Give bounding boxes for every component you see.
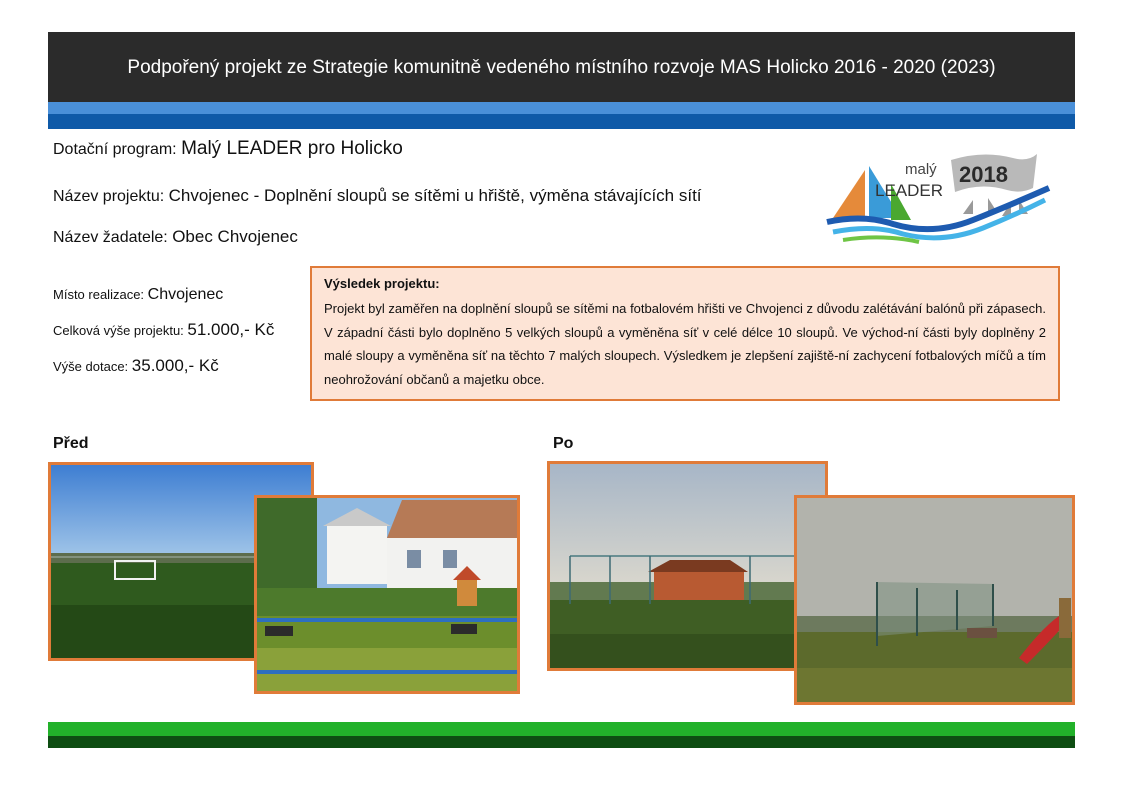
- photo-after-clubhouse: [547, 461, 828, 671]
- place-label: Místo realizace:: [53, 287, 148, 302]
- logo-sail-orange: [833, 170, 865, 218]
- logo-year: 2018: [959, 162, 1008, 187]
- logo-word-leader: LEADER: [875, 181, 944, 200]
- total-value: 51.000,- Kč: [187, 320, 275, 339]
- header-stripe-light: [48, 102, 1075, 114]
- project-value: Chvojenec - Doplnění sloupů se sítěmi u hřiště, výměna stávajících sítí: [168, 186, 702, 205]
- before-label: Před: [53, 435, 89, 452]
- page-title: Podpořený projekt ze Strategie komunitně vedeného místního rozvoje MAS Holicko 2016 - 2020 (2023): [127, 57, 996, 78]
- photo-after-fence: [794, 495, 1075, 705]
- photo-before-playground: [254, 495, 520, 694]
- logo-small-sail: [963, 200, 973, 214]
- program-line: [53, 138, 403, 160]
- logo-wave-green: [843, 237, 919, 242]
- grant-label: Výše dotace:: [53, 359, 132, 374]
- after-label: Po: [553, 435, 574, 452]
- photo-before-playground-image: [257, 498, 517, 691]
- project-label: Název projektu:: [53, 188, 169, 205]
- total-line: [53, 320, 274, 340]
- logo-graphic: [823, 148, 1055, 244]
- applicant-value: Obec Chvojenec: [172, 227, 298, 246]
- header-banner: [48, 32, 1075, 102]
- total-label: Celková výše projektu:: [53, 323, 188, 338]
- result-box: [310, 266, 1060, 401]
- program-value: Malý LEADER pro Holicko: [181, 138, 403, 159]
- footer-band-green: [48, 722, 1075, 736]
- logo-word-maly: malý: [905, 161, 937, 178]
- maly-leader-logo: [823, 148, 1055, 244]
- photo-after-clubhouse-image: [550, 464, 825, 668]
- place-value: Chvojenec: [147, 286, 224, 303]
- grant-line: [53, 356, 219, 376]
- grant-value: 35.000,- Kč: [131, 356, 219, 375]
- place-line: [53, 286, 223, 304]
- program-label: Dotační program:: [53, 141, 182, 158]
- photo-after-fence-image: [797, 498, 1072, 702]
- result-text: Projekt byl zaměřen na doplnění sloupů se sítěmi na fotbalovém hřišti ve Chvojenci z důvodu zalétávání balónů při zápasech. V západní části bylo doplněno 5 velkých sloupů a vyměněna síť v celé délce 10 sloupů. Ve východ-ní části byly doplněny 2 malé sloupy a vyměněna síť na těchto 7 malých sloupech. Výsledkem je zlepšení zajiště-ní zachycení fotbalových míčů a tím neohrožování občanů a majetku obce.: [324, 301, 1046, 387]
- applicant-line: [53, 227, 298, 247]
- result-title: Výsledek projektu:: [324, 276, 440, 291]
- footer-band-dark: [48, 736, 1075, 748]
- applicant-label: Název žadatele:: [53, 229, 173, 246]
- project-line: [53, 186, 702, 206]
- header-stripe-dark: [48, 114, 1075, 129]
